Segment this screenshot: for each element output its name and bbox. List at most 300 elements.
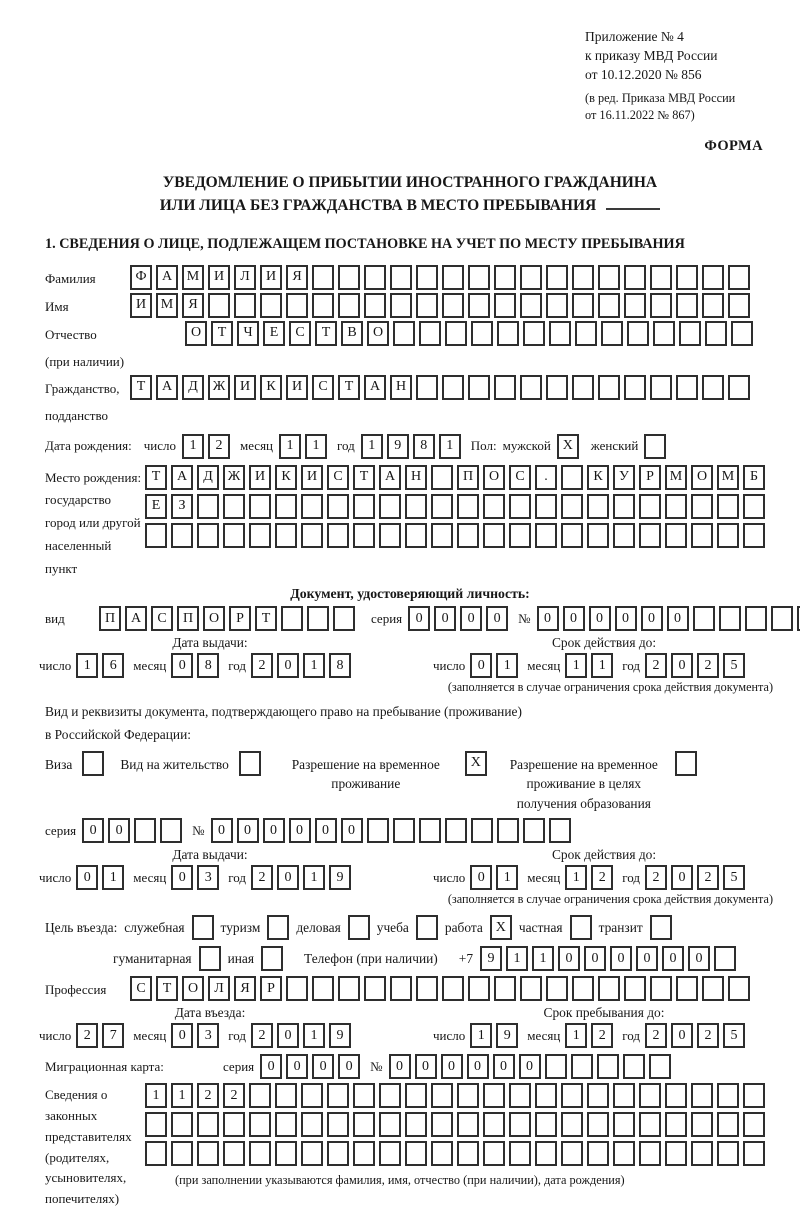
char-box[interactable]: 1 (470, 1023, 492, 1048)
char-box[interactable]: 1 (305, 434, 327, 459)
char-box[interactable]: 1 (565, 865, 587, 890)
char-box[interactable]: 0 (615, 606, 637, 631)
char-box[interactable] (419, 321, 441, 346)
char-box[interactable] (160, 818, 182, 843)
char-box[interactable] (442, 265, 464, 290)
char-box[interactable]: 2 (251, 865, 273, 890)
char-box[interactable] (416, 976, 438, 1001)
char-box[interactable] (676, 375, 698, 400)
char-box[interactable]: И (286, 375, 308, 400)
char-box[interactable] (223, 494, 245, 519)
char-box[interactable] (587, 1112, 609, 1137)
char-box[interactable]: 0 (467, 1054, 489, 1079)
residence-permit-checkbox[interactable] (239, 751, 261, 776)
char-box[interactable] (691, 1083, 713, 1108)
char-box[interactable]: С (327, 465, 349, 490)
char-box[interactable]: 1 (303, 1023, 325, 1048)
temp-residence-checkbox[interactable]: X (465, 751, 487, 776)
char-box[interactable]: 1 (145, 1083, 167, 1108)
char-box[interactable] (546, 976, 568, 1001)
char-box[interactable]: 1 (565, 1023, 587, 1048)
char-box[interactable] (468, 293, 490, 318)
char-box[interactable] (598, 375, 620, 400)
char-box[interactable] (676, 265, 698, 290)
char-box[interactable] (197, 523, 219, 548)
char-box[interactable] (639, 523, 661, 548)
char-box[interactable]: 5 (723, 653, 745, 678)
char-box[interactable] (457, 1112, 479, 1137)
char-box[interactable] (379, 494, 401, 519)
char-box[interactable] (134, 818, 156, 843)
char-box[interactable]: 0 (589, 606, 611, 631)
visa-checkbox[interactable] (82, 751, 104, 776)
char-box[interactable]: 8 (197, 653, 219, 678)
char-box[interactable] (624, 293, 646, 318)
char-box[interactable] (364, 293, 386, 318)
char-box[interactable]: 2 (645, 865, 667, 890)
char-box[interactable]: Б (743, 465, 765, 490)
char-box[interactable] (545, 1054, 567, 1079)
char-box[interactable]: 1 (303, 653, 325, 678)
char-box[interactable]: 0 (563, 606, 585, 631)
char-box[interactable] (587, 1083, 609, 1108)
purpose-other-checkbox[interactable] (261, 946, 283, 971)
char-box[interactable]: 0 (108, 818, 130, 843)
char-box[interactable] (468, 976, 490, 1001)
char-box[interactable] (390, 976, 412, 1001)
char-box[interactable] (598, 265, 620, 290)
char-box[interactable]: Т (211, 321, 233, 346)
char-box[interactable] (535, 1112, 557, 1137)
char-box[interactable] (546, 375, 568, 400)
char-box[interactable] (598, 293, 620, 318)
char-box[interactable] (353, 523, 375, 548)
char-box[interactable] (405, 523, 427, 548)
char-box[interactable] (353, 1141, 375, 1166)
char-box[interactable]: А (379, 465, 401, 490)
char-box[interactable] (327, 494, 349, 519)
char-box[interactable] (728, 265, 750, 290)
char-box[interactable] (301, 523, 323, 548)
char-box[interactable]: 7 (102, 1023, 124, 1048)
char-box[interactable]: Т (353, 465, 375, 490)
char-box[interactable]: П (99, 606, 121, 631)
char-box[interactable]: 1 (591, 653, 613, 678)
char-box[interactable] (312, 976, 334, 1001)
purpose-study-checkbox[interactable] (416, 915, 438, 940)
char-box[interactable] (497, 321, 519, 346)
char-box[interactable] (702, 265, 724, 290)
char-box[interactable]: 0 (408, 606, 430, 631)
char-box[interactable] (390, 293, 412, 318)
char-box[interactable] (145, 1112, 167, 1137)
char-box[interactable] (275, 1112, 297, 1137)
char-box[interactable] (665, 523, 687, 548)
purpose-transit-checkbox[interactable] (650, 915, 672, 940)
char-box[interactable] (587, 523, 609, 548)
char-box[interactable]: 2 (645, 653, 667, 678)
char-box[interactable]: И (249, 465, 271, 490)
char-box[interactable] (717, 494, 739, 519)
char-box[interactable] (676, 976, 698, 1001)
char-box[interactable]: 3 (197, 865, 219, 890)
char-box[interactable] (333, 606, 355, 631)
char-box[interactable] (249, 494, 271, 519)
char-box[interactable]: 1 (182, 434, 204, 459)
char-box[interactable]: 0 (584, 946, 606, 971)
char-box[interactable] (523, 321, 545, 346)
char-box[interactable]: О (182, 976, 204, 1001)
char-box[interactable] (442, 976, 464, 1001)
char-box[interactable]: 2 (697, 865, 719, 890)
char-box[interactable]: Е (263, 321, 285, 346)
char-box[interactable] (650, 293, 672, 318)
char-box[interactable]: 2 (697, 653, 719, 678)
char-box[interactable] (494, 293, 516, 318)
char-box[interactable] (286, 293, 308, 318)
char-box[interactable]: О (203, 606, 225, 631)
char-box[interactable]: З (171, 494, 193, 519)
char-box[interactable] (364, 265, 386, 290)
char-box[interactable]: 0 (171, 653, 193, 678)
char-box[interactable]: К (275, 465, 297, 490)
char-box[interactable] (561, 523, 583, 548)
char-box[interactable]: 0 (537, 606, 559, 631)
char-box[interactable]: 1 (565, 653, 587, 678)
char-box[interactable]: 0 (486, 606, 508, 631)
char-box[interactable] (561, 1141, 583, 1166)
char-box[interactable]: 9 (329, 1023, 351, 1048)
char-box[interactable] (693, 606, 715, 631)
char-box[interactable]: 0 (610, 946, 632, 971)
char-box[interactable]: 0 (641, 606, 663, 631)
char-box[interactable]: 0 (277, 1023, 299, 1048)
char-box[interactable] (743, 494, 765, 519)
char-box[interactable]: М (156, 293, 178, 318)
char-box[interactable] (249, 1083, 271, 1108)
char-box[interactable]: 0 (312, 1054, 334, 1079)
char-box[interactable] (171, 1112, 193, 1137)
purpose-business-checkbox[interactable] (348, 915, 370, 940)
char-box[interactable]: 9 (329, 865, 351, 890)
char-box[interactable]: 1 (303, 865, 325, 890)
char-box[interactable]: 0 (519, 1054, 541, 1079)
char-box[interactable]: 0 (171, 1023, 193, 1048)
char-box[interactable]: 0 (237, 818, 259, 843)
char-box[interactable]: О (367, 321, 389, 346)
char-box[interactable] (650, 265, 672, 290)
char-box[interactable] (691, 1141, 713, 1166)
char-box[interactable] (405, 1141, 427, 1166)
char-box[interactable] (249, 1112, 271, 1137)
char-box[interactable] (639, 1112, 661, 1137)
char-box[interactable] (431, 1112, 453, 1137)
char-box[interactable] (249, 1141, 271, 1166)
char-box[interactable] (494, 265, 516, 290)
char-box[interactable] (665, 1141, 687, 1166)
char-box[interactable]: Н (405, 465, 427, 490)
char-box[interactable] (509, 1112, 531, 1137)
char-box[interactable] (624, 976, 646, 1001)
char-box[interactable] (587, 1141, 609, 1166)
char-box[interactable] (509, 1141, 531, 1166)
char-box[interactable]: Т (315, 321, 337, 346)
char-box[interactable] (416, 293, 438, 318)
char-box[interactable]: 2 (591, 1023, 613, 1048)
char-box[interactable] (445, 818, 467, 843)
char-box[interactable] (535, 1083, 557, 1108)
char-box[interactable] (743, 1112, 765, 1137)
char-box[interactable]: 0 (263, 818, 285, 843)
char-box[interactable]: 5 (723, 1023, 745, 1048)
char-box[interactable] (390, 265, 412, 290)
char-box[interactable] (431, 465, 453, 490)
char-box[interactable]: Р (639, 465, 661, 490)
char-box[interactable] (338, 293, 360, 318)
purpose-official-checkbox[interactable] (192, 915, 214, 940)
char-box[interactable] (468, 265, 490, 290)
char-box[interactable]: И (130, 293, 152, 318)
char-box[interactable] (572, 265, 594, 290)
char-box[interactable] (431, 494, 453, 519)
char-box[interactable] (483, 1141, 505, 1166)
char-box[interactable]: В (341, 321, 363, 346)
char-box[interactable]: С (130, 976, 152, 1001)
char-box[interactable] (353, 1083, 375, 1108)
char-box[interactable] (520, 293, 542, 318)
char-box[interactable] (702, 293, 724, 318)
char-box[interactable] (364, 976, 386, 1001)
char-box[interactable] (549, 818, 571, 843)
char-box[interactable]: Т (338, 375, 360, 400)
char-box[interactable]: 1 (171, 1083, 193, 1108)
char-box[interactable] (520, 375, 542, 400)
purpose-private-checkbox[interactable] (570, 915, 592, 940)
char-box[interactable]: Я (234, 976, 256, 1001)
char-box[interactable]: 9 (387, 434, 409, 459)
char-box[interactable] (728, 976, 750, 1001)
char-box[interactable]: 0 (277, 653, 299, 678)
char-box[interactable]: С (289, 321, 311, 346)
char-box[interactable] (650, 976, 672, 1001)
char-box[interactable] (431, 1141, 453, 1166)
char-box[interactable] (623, 1054, 645, 1079)
char-box[interactable]: 5 (723, 865, 745, 890)
char-box[interactable] (624, 375, 646, 400)
char-box[interactable] (494, 375, 516, 400)
char-box[interactable]: 0 (289, 818, 311, 843)
char-box[interactable]: 0 (460, 606, 482, 631)
char-box[interactable]: 0 (558, 946, 580, 971)
char-box[interactable]: Ж (208, 375, 230, 400)
char-box[interactable] (561, 1083, 583, 1108)
char-box[interactable] (717, 1112, 739, 1137)
char-box[interactable] (728, 375, 750, 400)
char-box[interactable] (639, 1083, 661, 1108)
char-box[interactable]: 1 (496, 653, 518, 678)
char-box[interactable]: А (171, 465, 193, 490)
char-box[interactable]: 6 (102, 653, 124, 678)
char-box[interactable] (535, 494, 557, 519)
char-box[interactable] (679, 321, 701, 346)
char-box[interactable]: 2 (197, 1083, 219, 1108)
char-box[interactable]: 1 (439, 434, 461, 459)
char-box[interactable]: 2 (76, 1023, 98, 1048)
char-box[interactable] (705, 321, 727, 346)
char-box[interactable] (419, 818, 441, 843)
char-box[interactable] (549, 321, 571, 346)
char-box[interactable]: Т (130, 375, 152, 400)
char-box[interactable] (457, 1083, 479, 1108)
char-box[interactable]: 2 (251, 1023, 273, 1048)
char-box[interactable] (571, 1054, 593, 1079)
char-box[interactable] (338, 265, 360, 290)
char-box[interactable]: 0 (470, 865, 492, 890)
char-box[interactable] (457, 494, 479, 519)
char-box[interactable]: Ч (237, 321, 259, 346)
char-box[interactable] (691, 1112, 713, 1137)
char-box[interactable]: 1 (76, 653, 98, 678)
char-box[interactable]: 1 (361, 434, 383, 459)
char-box[interactable]: Т (255, 606, 277, 631)
char-box[interactable] (327, 1083, 349, 1108)
char-box[interactable]: 2 (208, 434, 230, 459)
char-box[interactable]: М (717, 465, 739, 490)
char-box[interactable] (717, 523, 739, 548)
char-box[interactable]: О (483, 465, 505, 490)
char-box[interactable] (717, 1083, 739, 1108)
char-box[interactable]: С (151, 606, 173, 631)
char-box[interactable] (714, 946, 736, 971)
char-box[interactable] (771, 606, 793, 631)
char-box[interactable]: 0 (636, 946, 658, 971)
char-box[interactable]: 1 (496, 865, 518, 890)
char-box[interactable] (171, 523, 193, 548)
char-box[interactable]: 0 (171, 865, 193, 890)
char-box[interactable]: 2 (645, 1023, 667, 1048)
char-box[interactable]: И (234, 375, 256, 400)
char-box[interactable]: 0 (286, 1054, 308, 1079)
char-box[interactable] (561, 465, 583, 490)
char-box[interactable] (405, 1083, 427, 1108)
char-box[interactable]: 0 (688, 946, 710, 971)
char-box[interactable]: 0 (441, 1054, 463, 1079)
char-box[interactable] (275, 1083, 297, 1108)
char-box[interactable] (379, 1112, 401, 1137)
char-box[interactable]: Д (182, 375, 204, 400)
char-box[interactable] (691, 523, 713, 548)
char-box[interactable] (327, 523, 349, 548)
char-box[interactable]: 0 (671, 1023, 693, 1048)
char-box[interactable] (442, 293, 464, 318)
char-box[interactable] (613, 1112, 635, 1137)
purpose-work-checkbox[interactable]: X (490, 915, 512, 940)
char-box[interactable]: К (587, 465, 609, 490)
char-box[interactable] (431, 1083, 453, 1108)
char-box[interactable] (301, 1112, 323, 1137)
char-box[interactable] (653, 321, 675, 346)
char-box[interactable] (483, 523, 505, 548)
char-box[interactable] (260, 293, 282, 318)
char-box[interactable] (379, 1083, 401, 1108)
char-box[interactable] (743, 523, 765, 548)
char-box[interactable] (249, 523, 271, 548)
char-box[interactable] (624, 265, 646, 290)
char-box[interactable] (312, 293, 334, 318)
char-box[interactable]: 0 (315, 818, 337, 843)
char-box[interactable] (649, 1054, 671, 1079)
char-box[interactable] (546, 293, 568, 318)
char-box[interactable] (471, 321, 493, 346)
char-box[interactable]: 0 (434, 606, 456, 631)
char-box[interactable] (523, 818, 545, 843)
char-box[interactable] (445, 321, 467, 346)
char-box[interactable]: Е (145, 494, 167, 519)
char-box[interactable] (572, 375, 594, 400)
sex-male-checkbox[interactable]: X (557, 434, 579, 459)
char-box[interactable] (719, 606, 741, 631)
char-box[interactable] (520, 976, 542, 1001)
purpose-humanitarian-checkbox[interactable] (199, 946, 221, 971)
char-box[interactable]: С (312, 375, 334, 400)
char-box[interactable]: И (208, 265, 230, 290)
char-box[interactable]: И (260, 265, 282, 290)
char-box[interactable] (743, 1141, 765, 1166)
char-box[interactable]: П (457, 465, 479, 490)
char-box[interactable] (301, 1083, 323, 1108)
char-box[interactable]: Р (260, 976, 282, 1001)
char-box[interactable] (597, 1054, 619, 1079)
char-box[interactable] (717, 1141, 739, 1166)
temp-residence-education-checkbox[interactable] (675, 751, 697, 776)
char-box[interactable] (509, 523, 531, 548)
char-box[interactable]: Н (390, 375, 412, 400)
char-box[interactable]: 0 (415, 1054, 437, 1079)
char-box[interactable]: 2 (251, 653, 273, 678)
char-box[interactable] (275, 494, 297, 519)
char-box[interactable] (353, 1112, 375, 1137)
char-box[interactable]: 0 (277, 865, 299, 890)
char-box[interactable] (471, 818, 493, 843)
char-box[interactable]: 0 (260, 1054, 282, 1079)
char-box[interactable]: О (185, 321, 207, 346)
char-box[interactable] (520, 265, 542, 290)
char-box[interactable]: 1 (532, 946, 554, 971)
char-box[interactable] (601, 321, 623, 346)
char-box[interactable]: 0 (76, 865, 98, 890)
char-box[interactable] (301, 1141, 323, 1166)
char-box[interactable] (797, 606, 800, 631)
char-box[interactable]: Т (156, 976, 178, 1001)
char-box[interactable]: Л (234, 265, 256, 290)
char-box[interactable] (665, 1112, 687, 1137)
char-box[interactable] (275, 523, 297, 548)
char-box[interactable] (393, 321, 415, 346)
char-box[interactable]: Ф (130, 265, 152, 290)
char-box[interactable]: А (125, 606, 147, 631)
char-box[interactable]: 0 (493, 1054, 515, 1079)
char-box[interactable] (457, 1141, 479, 1166)
char-box[interactable] (431, 523, 453, 548)
char-box[interactable] (665, 494, 687, 519)
char-box[interactable] (702, 976, 724, 1001)
char-box[interactable]: О (691, 465, 713, 490)
char-box[interactable]: . (535, 465, 557, 490)
char-box[interactable] (613, 1141, 635, 1166)
char-box[interactable] (650, 375, 672, 400)
char-box[interactable]: 3 (197, 1023, 219, 1048)
char-box[interactable]: 0 (470, 653, 492, 678)
